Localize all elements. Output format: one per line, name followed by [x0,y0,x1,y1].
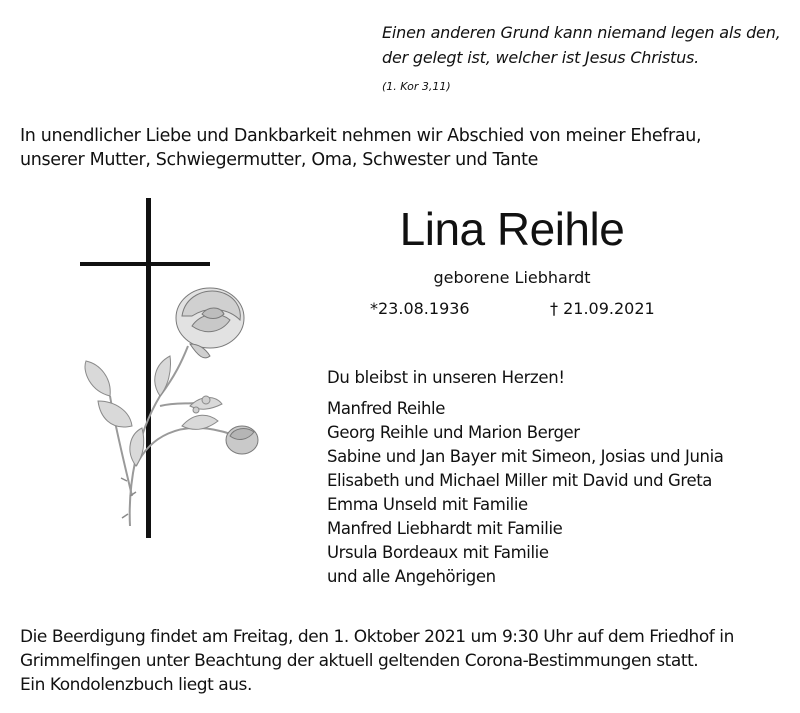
intro-text [20,124,701,172]
quote-line: Einen anderen Grund kann niemand legen als den, [382,23,781,42]
funeral-line: Grimmelfingen unter Beachtung der aktuell geltenden Corona-Bestimmungen statt. [20,651,699,671]
quote-line: der gelegt ist, welcher ist Jesus Christus. [382,48,700,67]
mourner-entry: Emma Unseld mit Familie [327,495,528,514]
bible-quote [382,20,781,70]
intro-line: unserer Mutter, Schwiegermutter, Oma, Schwester und Tante [20,150,539,170]
birth-name: geborene Liebhardt [433,268,591,287]
funeral-line: Ein Kondolenzbuch liegt aus. [20,675,252,695]
mourner-entry: Elisabeth und Michael Miller mit David und Greta [327,471,712,490]
mourner-entry: Manfred Reihle [327,399,445,418]
mourner-entry: Sabine und Jan Bayer mit Simeon, Josias und Junia [327,447,724,466]
mourners-heading: Du bleibst in unseren Herzen! [327,368,565,387]
cross-vertical-beam [146,198,151,538]
funeral-line: Die Beerdigung findet am Freitag, den 1. Oktober 2021 um 9:30 Uhr auf dem Friedhof in [20,627,734,647]
mourners-list [327,397,724,589]
intro-line: In unendlicher Liebe und Dankbarkeit nehmen wir Abschied von meiner Ehefrau, [20,126,702,146]
mourner-entry: Ursula Bordeaux mit Familie [327,543,549,562]
cross-horizontal-beam [80,262,210,266]
cross-with-rose-icon [70,196,280,546]
mourner-entry: Manfred Liebhardt mit Familie [327,519,563,538]
mourner-entry: Georg Reihle und Marion Berger [327,423,580,442]
mourner-entry: und alle Angehörigen [327,567,496,586]
quote-reference: (1. Kor 3,11) [382,80,451,93]
funeral-info [20,625,734,697]
cross-rose-artwork [70,196,280,550]
deceased-name: Lina Reihle [399,203,625,255]
birth-date: *23.08.1936 [370,299,470,318]
death-date: † 21.09.2021 [550,299,655,318]
